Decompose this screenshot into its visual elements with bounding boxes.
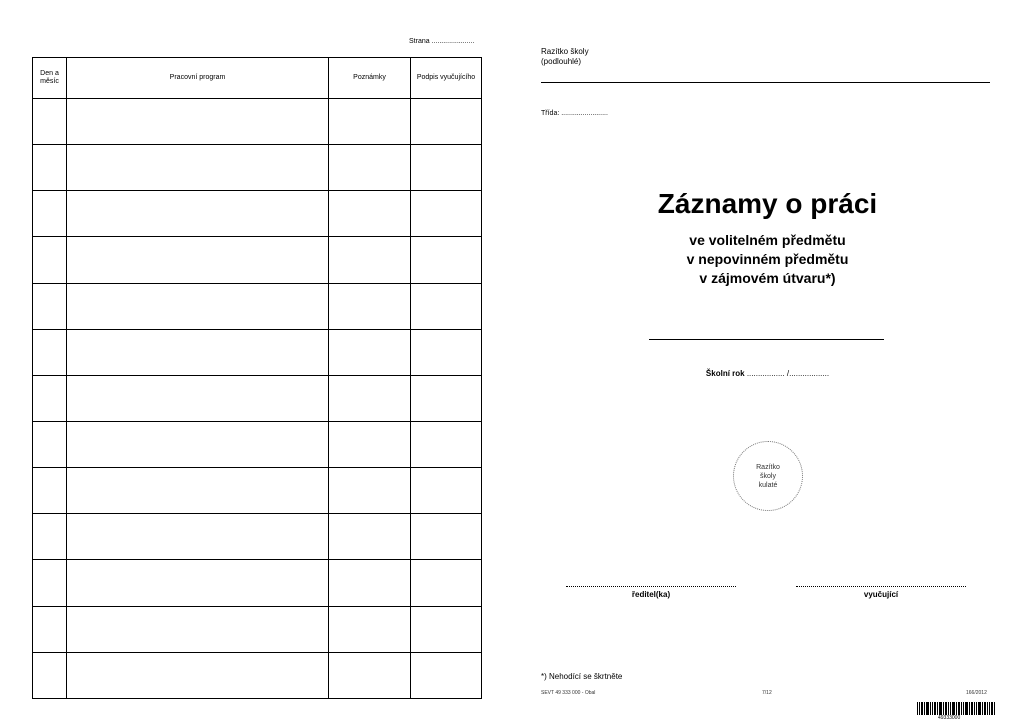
table-row bbox=[33, 99, 482, 145]
cell-program bbox=[67, 99, 329, 145]
cell-program bbox=[67, 652, 329, 698]
round-stamp-area bbox=[733, 441, 803, 511]
cell-program bbox=[67, 237, 329, 283]
table-row bbox=[33, 191, 482, 237]
cell-notes bbox=[329, 191, 411, 237]
cell-program bbox=[67, 329, 329, 375]
cell-date bbox=[33, 145, 67, 191]
barcode-icon bbox=[917, 702, 995, 715]
long-stamp-sublabel: (podlouhlé) bbox=[541, 57, 582, 66]
director-signature-line bbox=[566, 586, 736, 587]
cell-signature bbox=[411, 283, 482, 329]
long-stamp-area bbox=[541, 47, 589, 67]
cell-program bbox=[67, 606, 329, 652]
cell-program bbox=[67, 421, 329, 467]
table-row bbox=[33, 652, 482, 698]
school-year-dots: ................. /.................. bbox=[744, 369, 830, 378]
cell-signature bbox=[411, 421, 482, 467]
cell-notes bbox=[329, 283, 411, 329]
cell-signature bbox=[411, 145, 482, 191]
cell-date bbox=[33, 375, 67, 421]
cell-date bbox=[33, 606, 67, 652]
cell-date bbox=[33, 283, 67, 329]
cell-date bbox=[33, 421, 67, 467]
cell-program bbox=[67, 145, 329, 191]
cell-signature bbox=[411, 514, 482, 560]
cell-notes bbox=[329, 329, 411, 375]
cell-notes bbox=[329, 375, 411, 421]
header-divider bbox=[541, 82, 990, 83]
cell-notes bbox=[329, 652, 411, 698]
school-year-field bbox=[600, 369, 935, 378]
column-header-date: Den a měsíc bbox=[33, 58, 67, 99]
cell-signature bbox=[411, 606, 482, 652]
cell-notes bbox=[329, 145, 411, 191]
barcode-number: 49333000 bbox=[938, 715, 961, 721]
work-log-table bbox=[32, 57, 482, 699]
subtitle-optional: v nepovinném předmětu bbox=[686, 251, 849, 267]
cell-signature bbox=[411, 191, 482, 237]
subtitle-interest-group: v zájmovém útvaru*) bbox=[699, 270, 836, 286]
cell-program bbox=[67, 514, 329, 560]
footer-form-number: 166/2012 bbox=[966, 690, 987, 696]
cell-date bbox=[33, 99, 67, 145]
footnote: *) Nehodící se škrtněte bbox=[541, 672, 623, 681]
footer-edition: 7/12 bbox=[762, 690, 772, 696]
cell-signature bbox=[411, 375, 482, 421]
column-header-program: Pracovní program bbox=[67, 58, 329, 99]
cell-signature bbox=[411, 237, 482, 283]
teacher-signature-label: vyučující bbox=[863, 590, 899, 599]
cell-date bbox=[33, 237, 67, 283]
cell-signature bbox=[411, 468, 482, 514]
round-stamp-line-2: školy bbox=[760, 472, 776, 480]
table-row bbox=[33, 421, 482, 467]
cell-notes bbox=[329, 468, 411, 514]
school-year-label: Školní rok bbox=[705, 369, 745, 378]
table-row bbox=[33, 606, 482, 652]
cell-program bbox=[67, 191, 329, 237]
table-row bbox=[33, 237, 482, 283]
table-row bbox=[33, 560, 482, 606]
subtitle-elective: ve volitelném předmětu bbox=[689, 232, 846, 248]
cell-notes bbox=[329, 237, 411, 283]
cell-signature bbox=[411, 99, 482, 145]
cell-program bbox=[67, 560, 329, 606]
column-header-notes: Poznámky bbox=[329, 58, 411, 99]
cell-program bbox=[67, 375, 329, 421]
document-title: Záznamy o práci bbox=[657, 188, 878, 219]
cell-date bbox=[33, 329, 67, 375]
cell-notes bbox=[329, 99, 411, 145]
table-row bbox=[33, 514, 482, 560]
cell-notes bbox=[329, 560, 411, 606]
cell-date bbox=[33, 468, 67, 514]
table-row bbox=[33, 329, 482, 375]
table-row bbox=[33, 375, 482, 421]
cell-signature bbox=[411, 652, 482, 698]
subject-name-line bbox=[649, 339, 884, 340]
cell-date bbox=[33, 560, 67, 606]
table-row bbox=[33, 145, 482, 191]
round-stamp-line-3: kulaté bbox=[758, 481, 778, 489]
column-header-signature: Podpis vyučujícího bbox=[411, 58, 482, 99]
cell-notes bbox=[329, 606, 411, 652]
cell-program bbox=[67, 468, 329, 514]
cell-date bbox=[33, 652, 67, 698]
cell-signature bbox=[411, 329, 482, 375]
table-row bbox=[33, 283, 482, 329]
cell-notes bbox=[329, 514, 411, 560]
long-stamp-label: Razítko školy bbox=[541, 47, 589, 56]
footer-product-code: SEVT 49 333 000 - Obal bbox=[541, 690, 596, 696]
teacher-signature-line bbox=[796, 586, 966, 587]
table-row bbox=[33, 468, 482, 514]
cell-date bbox=[33, 514, 67, 560]
cell-notes bbox=[329, 421, 411, 467]
cell-program bbox=[67, 283, 329, 329]
page-number-field: Strana ...................... bbox=[409, 38, 475, 45]
round-stamp-line-1: Razítko bbox=[756, 463, 780, 471]
class-field: Třída: ........................ bbox=[541, 110, 608, 117]
director-signature-label: ředitel(ka) bbox=[631, 590, 671, 599]
cell-signature bbox=[411, 560, 482, 606]
table-header-row bbox=[33, 58, 482, 99]
cell-date bbox=[33, 191, 67, 237]
